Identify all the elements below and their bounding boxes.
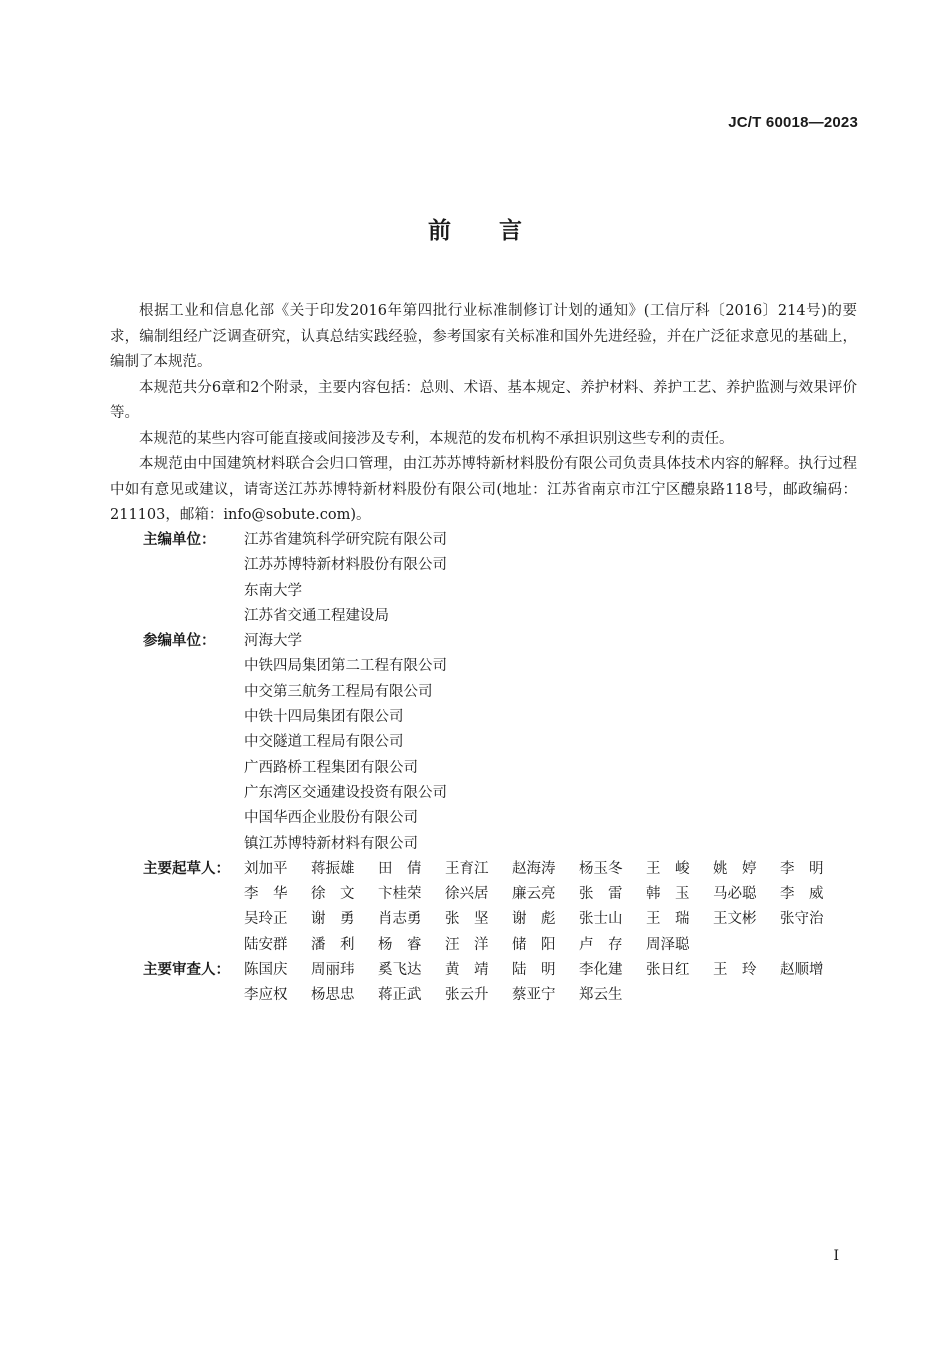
reviewers-group [110, 958, 857, 1009]
drafter-name: 肖志勇 [378, 911, 422, 928]
reviewer-name: 陆 明 [512, 962, 556, 979]
participating-unit: 广东湾区交通建设投资有限公司 [244, 784, 447, 801]
participating-units-label: 参编单位： [143, 633, 216, 650]
participating-unit: 河海大学 [244, 633, 302, 650]
drafter-name: 马必聪 [713, 886, 757, 903]
drafter-name: 张士山 [579, 911, 623, 928]
reviewer-name: 赵顺增 [780, 962, 824, 979]
paragraph-management: 本规范由中国建筑材料联合会归口管理，由江苏苏博特新材料股份有限公司负责具体技术内容的解释。执行过程中如有意见或建议，请寄送江苏苏博特新材料股份有限公司(地址：江苏省南京市江宁区醴泉路118号，邮政编码：211103，邮箱：info@sobute.com)。 [110, 456, 857, 523]
drafter-name: 王 峻 [646, 860, 690, 877]
contributors-section [110, 528, 857, 1009]
foreword-body [110, 299, 857, 529]
drafter-name: 谢 彪 [512, 911, 556, 928]
drafter-name: 张 雷 [579, 886, 623, 903]
drafter-name: 蒋振雄 [311, 860, 355, 877]
paragraph-patent: 本规范的某些内容可能直接或间接涉及专利，本规范的发布机构不承担识别这些专利的责任。 [139, 430, 734, 447]
drafter-name: 刘加平 [244, 860, 288, 877]
reviewer-name: 周丽玮 [311, 962, 355, 979]
drafter-name: 卢 存 [579, 936, 623, 953]
drafter-name: 田 倩 [378, 860, 422, 877]
participating-unit: 镇江苏博特新材料有限公司 [244, 835, 418, 852]
reviewer-name: 张日红 [646, 962, 690, 979]
participating-unit: 广西路桥工程集团有限公司 [244, 759, 418, 776]
drafter-name: 徐兴居 [445, 886, 489, 903]
participating-units-list [244, 629, 857, 857]
standard-code: JC/T 60018—2023 [728, 114, 858, 131]
reviewer-name: 李应权 [244, 987, 288, 1004]
drafter-name: 周泽聪 [646, 936, 690, 953]
reviewer-name: 黄 靖 [445, 962, 489, 979]
drafter-name: 张 坚 [445, 911, 489, 928]
drafters-group [110, 857, 857, 958]
chief-unit: 江苏苏博特新材料股份有限公司 [244, 557, 447, 574]
drafter-name: 王育江 [445, 860, 489, 877]
drafter-name: 王 瑞 [646, 911, 690, 928]
participating-unit: 中交第三航务工程局有限公司 [244, 683, 433, 700]
drafter-name: 王文彬 [713, 911, 757, 928]
drafter-name: 陆安群 [244, 936, 288, 953]
page-title: 前言 [428, 218, 570, 244]
drafter-name: 赵海涛 [512, 860, 556, 877]
reviewer-name: 杨思忠 [311, 987, 355, 1004]
drafter-name: 韩 玉 [646, 886, 690, 903]
reviewer-name: 蔡亚宁 [512, 987, 556, 1004]
drafter-name: 李 威 [780, 886, 824, 903]
participating-unit: 中铁四局集团第二工程有限公司 [244, 658, 447, 675]
reviewer-name: 王 玲 [713, 962, 757, 979]
chief-units-label: 主编单位： [143, 532, 216, 548]
reviewers-list [244, 958, 857, 1009]
drafter-name: 汪 洋 [445, 936, 489, 953]
drafter-name: 李 华 [244, 886, 288, 903]
chief-unit: 江苏省建筑科学研究院有限公司 [244, 532, 447, 548]
reviewer-name: 郑云生 [579, 987, 623, 1004]
reviewer-name: 陈国庆 [244, 962, 288, 979]
participating-unit: 中交隧道工程局有限公司 [244, 734, 404, 751]
page-number: I [833, 1248, 839, 1264]
drafter-name: 廉云亮 [512, 886, 556, 903]
paragraph-contents: 本规范共分6章和2个附录，主要内容包括：总则、术语、基本规定、养护材料、养护工艺、养护监测与效果评价等。 [110, 379, 857, 421]
drafter-name: 李 明 [780, 860, 824, 877]
chief-units-group [110, 528, 857, 629]
drafter-name: 姚 婷 [713, 860, 757, 877]
drafter-name: 储 阳 [512, 936, 556, 953]
drafters-list [244, 857, 857, 958]
drafter-name: 徐 文 [311, 886, 355, 903]
participating-unit: 中国华西企业股份有限公司 [244, 810, 418, 827]
chief-unit: 江苏省交通工程建设局 [244, 607, 389, 624]
reviewer-name: 张云升 [445, 987, 489, 1004]
reviewer-name: 李化建 [579, 962, 623, 979]
participating-units-group [110, 629, 857, 857]
drafter-name: 杨玉冬 [579, 860, 623, 877]
drafter-name: 杨 睿 [378, 936, 422, 953]
drafter-name: 张守治 [780, 911, 824, 928]
drafters-label: 主要起草人： [143, 860, 230, 877]
participating-unit: 中铁十四局集团有限公司 [244, 709, 404, 726]
chief-units-list [244, 528, 857, 629]
paragraph-plan-notice: 根据工业和信息化部《关于印发2016年第四批行业标准制修订计划的通知》(工信厅科〔2016〕214号)的要求，编制组经广泛调查研究，认真总结实践经验，参考国家有关标准和国外先进经验，并在广泛征求意见的基础上，编制了本规范。 [110, 303, 857, 370]
drafter-name: 吴玲正 [244, 911, 288, 928]
drafter-name: 卞桂荣 [378, 886, 422, 903]
chief-unit: 东南大学 [244, 582, 302, 599]
reviewer-name: 奚飞达 [378, 962, 422, 979]
drafter-name: 潘 利 [311, 936, 355, 953]
reviewers-label: 主要审查人： [143, 962, 230, 979]
reviewer-name: 蒋正武 [378, 987, 422, 1004]
drafter-name: 谢 勇 [311, 911, 355, 928]
